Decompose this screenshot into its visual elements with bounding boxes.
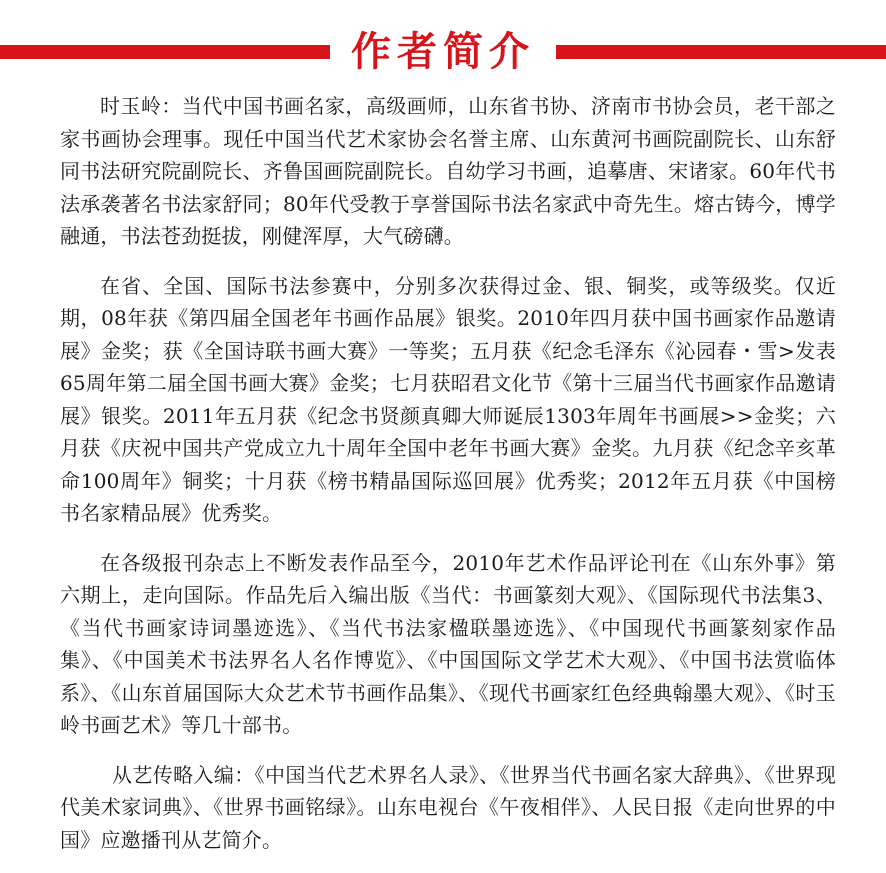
section-header (0, 22, 886, 82)
paragraph-introduction: 时玉岭：当代中国书画名家，高级画师，山东省书协、济南市书协会员，老干部之家书画协会理事。现任中国当代艺术家协会名誉主席、山东黄河书画院副院长、山东舒同书法研究院副院长、齐鲁国画院副院长。自幼学习书画，追摹唐、宋诸家。60年代书法承袭著名书法家舒同；80年代受教于享誉国际书法名家武中奇先生。熔古铸今，博学融通，书法苍劲挺拔，刚健浑厚，大气磅礴。 (60, 94, 836, 248)
paragraph-publications: 在各级报刊杂志上不断发表作品至今，2010年艺术作品评论刊在《山东外事》第六期上，走向国际。作品先后入编出版《当代：书画篆刻大观》、《国际现代书法集3、《当代书画家诗词墨迹选》、《当代书法家楹联墨迹选》、《中国现代书画篆刻家作品集》、《中国美术书法界名人名作博览》、《中国国际文学艺术大观》、《中国书法赏临体系》、《山东首届国际大众艺术节书画作品集》、《现代书画家红色经典翰墨大观》、《时玉岭书画艺术》等几十部书。 (60, 550, 836, 737)
biography-body (60, 90, 836, 873)
paragraph-biography-listings: 从艺传略入编：《中国当代艺术界名人录》、《世界当代书画名家大辞典》、《世界现代美术家词典》、《世界书画铭绿》。山东电视台《午夜相伴》、人民日报《走向世界的中国》应邀播刊从艺简介。 (60, 762, 836, 852)
header-bar-left (0, 45, 330, 59)
header-bar-right (556, 45, 886, 59)
page-title: 作者简介 (351, 29, 535, 75)
paragraph-awards: 在省、全国、国际书法参赛中，分别多次获得过金、银、铜奖，或等级奖。仅近期，08年获《第四届全国老年书画作品展》银奖。2010年四月获中国书画家作品邀请展》金奖；获《全国诗联书画大赛》一等奖；五月获《纪念毛泽东《沁园春・雪>发表65周年第二届全国书画大赛》金奖；七月获昭君文化节《第十三届当代书画家作品邀请展》银奖。2011年五月获《纪念书贤颜真卿大师诞辰1303年周年书画展>>金奖；六月获《庆祝中国共产党成立九十周年全国中老年书画大赛》金奖。九月获《纪念辛亥革命100周年》铜奖；十月获《榜书精晶国际巡回展》优秀奖；2012年五月获《中国榜书名家精品展》优秀奖。 (60, 273, 836, 525)
